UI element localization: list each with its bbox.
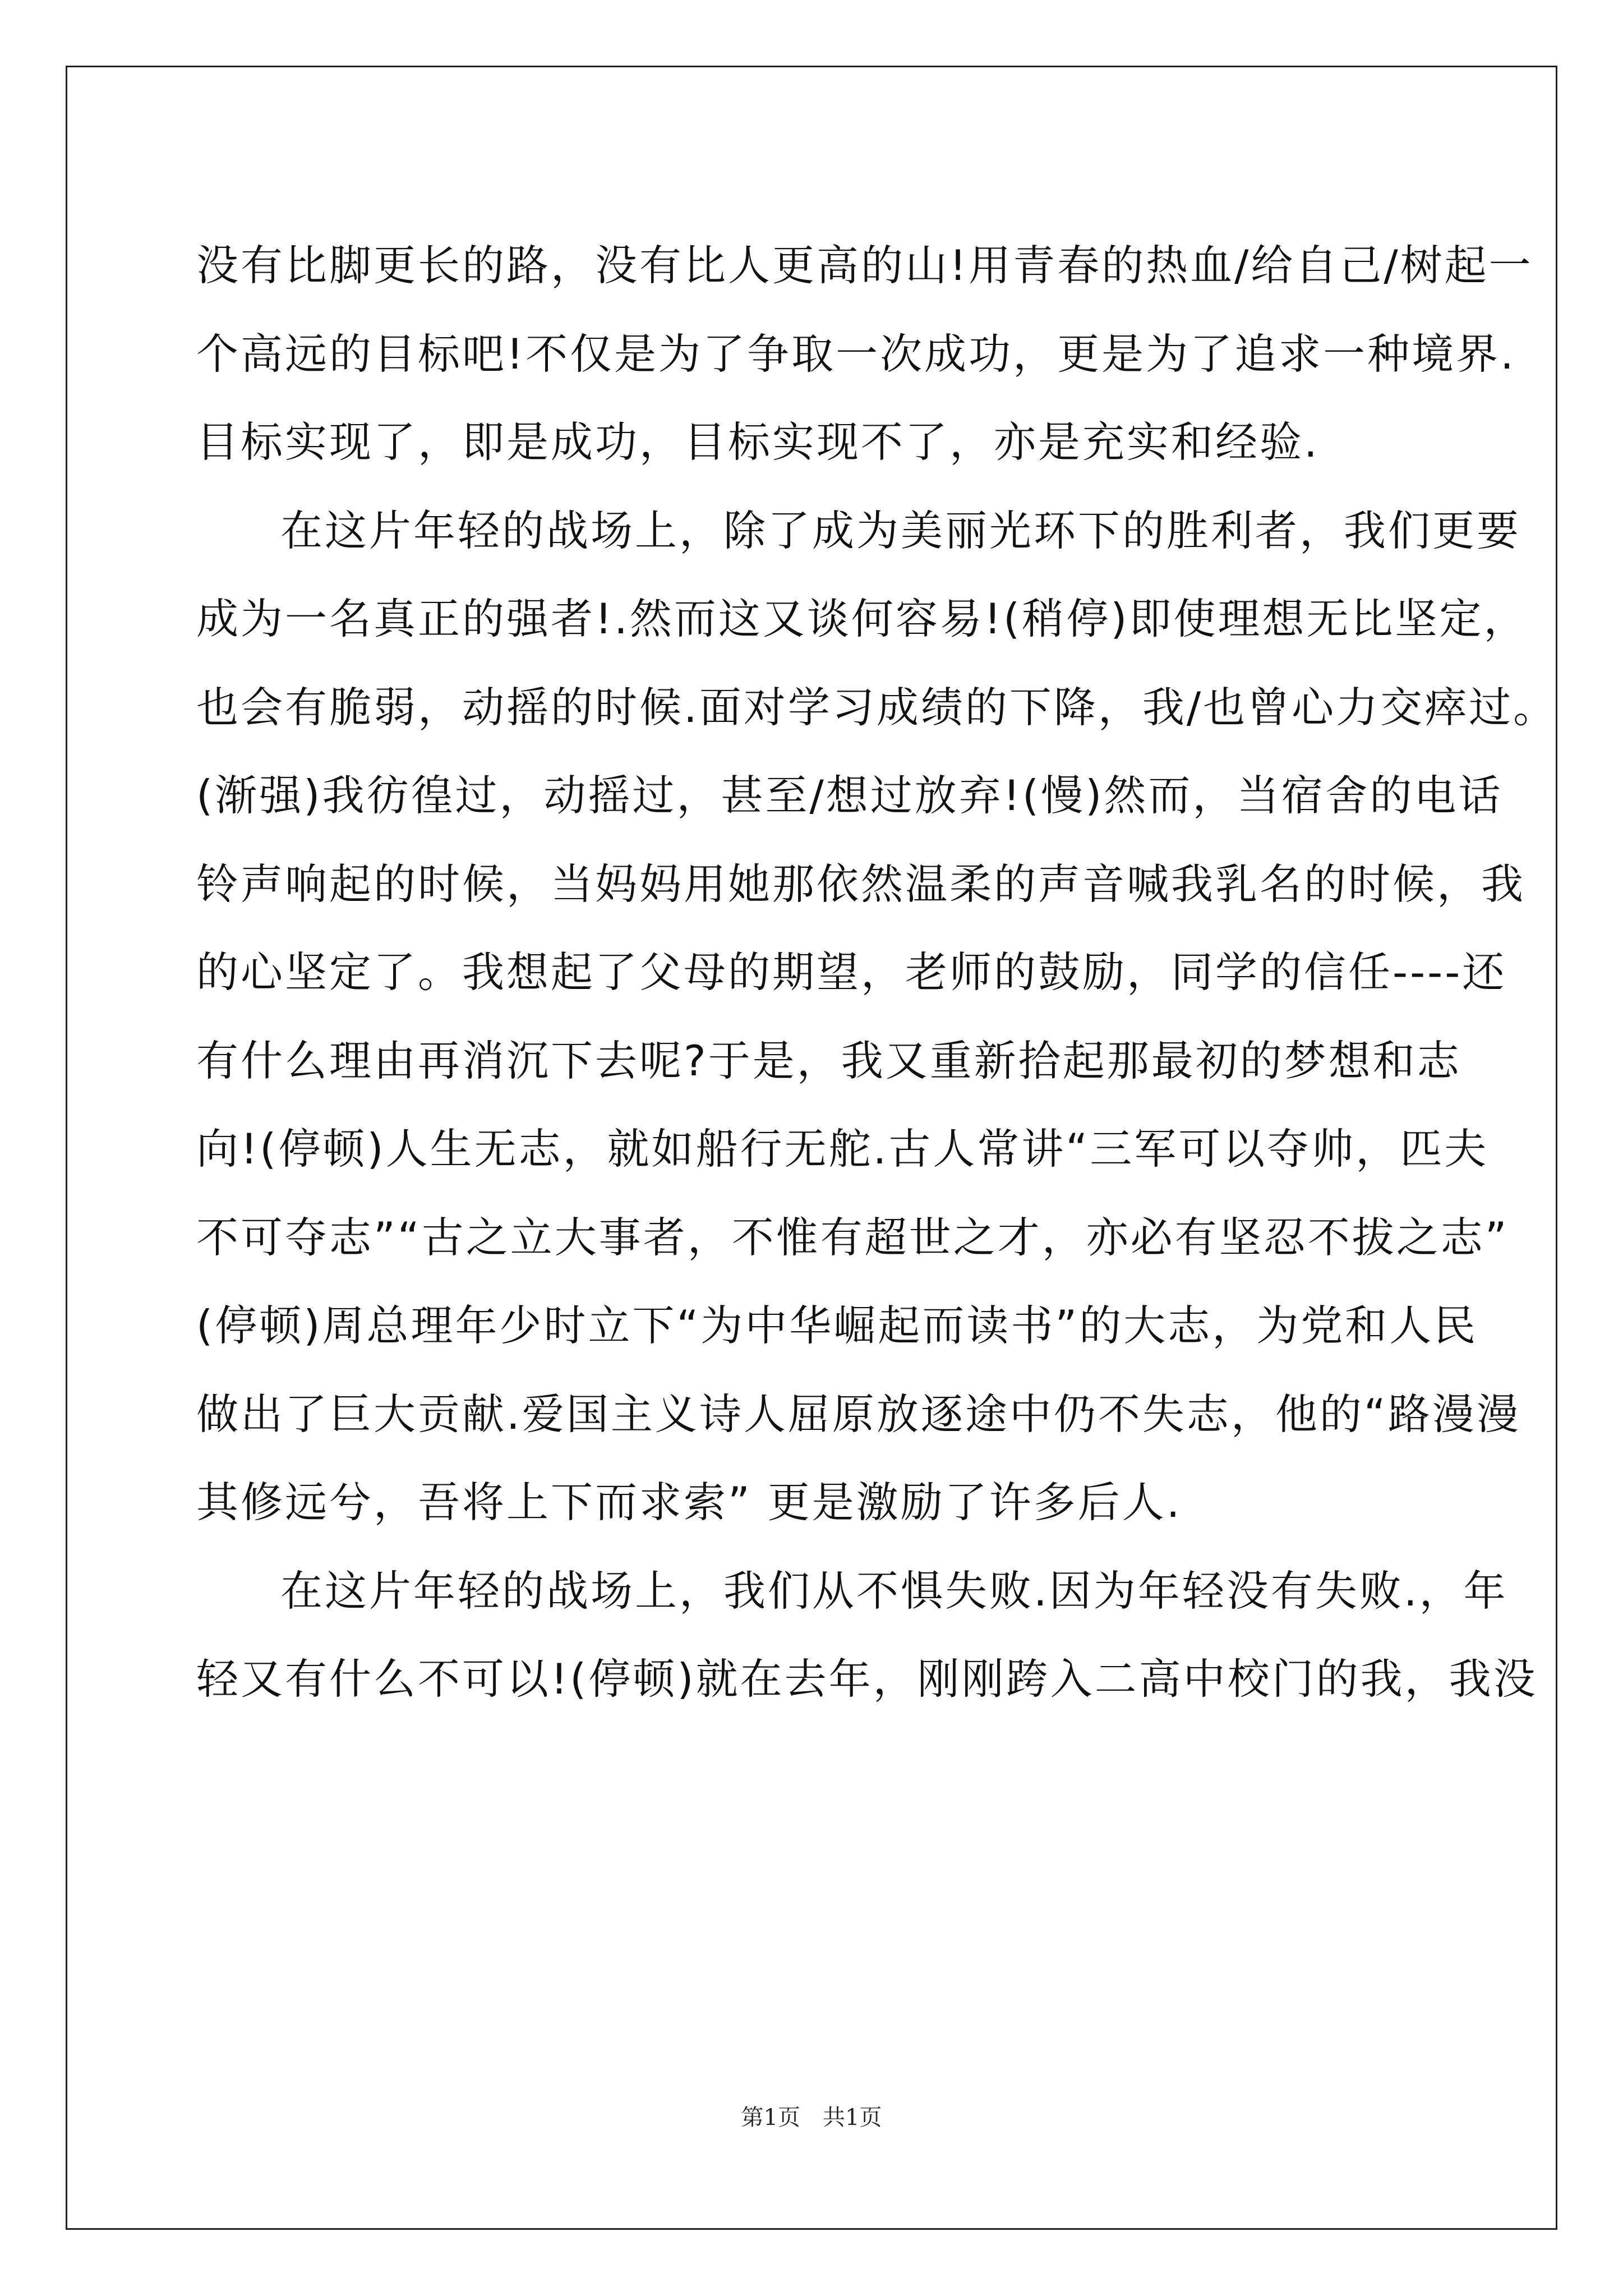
text-line-paragraph-start: 在这片年轻的战场上，我们从不惧失败.因为年轻没有失败.，年 xyxy=(280,1566,1508,1616)
text-line: 铃声响起的时候，当妈妈用她那依然温柔的声音喊我乳名的时候，我 xyxy=(196,859,1526,909)
text-line: 个高远的目标吧!不仅是为了争取一次成功，更是为了追求一种境界. xyxy=(196,329,1516,379)
text-line: 不可夺志”“古之立大事者，不惟有超世之才，亦必有坚忍不拔之志” xyxy=(196,1212,1509,1262)
text-line: (渐强)我彷徨过，动摇过，甚至/想过放弃!(慢)然而，当宿舍的电话 xyxy=(196,771,1503,820)
text-line: 目标实现了，即是成功，目标实现不了，亦是充实和经验. xyxy=(196,417,1320,467)
document-body xyxy=(196,222,1558,1724)
text-line: 其修远兮，吾将上下而求索” 更是激励了许多后人. xyxy=(196,1478,1182,1527)
text-line: 的心坚定了。我想起了父母的期望，老师的鼓励，同学的信任----还 xyxy=(196,947,1507,997)
page-footer: 第1页 共1页 xyxy=(741,2105,882,2131)
text-line: 有什么理由再消沉下去呢?于是，我又重新拾起那最初的梦想和志 xyxy=(196,1036,1461,1085)
text-line: 成为一名真正的强者!.然而这又谈何容易!(稍停)即使理想无比坚定， xyxy=(196,594,1528,643)
text-line: 没有比脚更长的路，没有比人更高的山!用青春的热血/给自己/树起一 xyxy=(196,241,1533,290)
text-line: 做出了巨大贡献.爱国主义诗人屈原放逐途中仍不失志，他的“路漫漫 xyxy=(196,1389,1521,1439)
text-line: 轻又有什么不可以!(停顿)就在去年，刚刚跨入二高中校门的我，我没 xyxy=(196,1654,1538,1704)
text-line: (停顿)周总理年少时立下“为中华崛起而读书”的大志，为党和人民 xyxy=(196,1301,1478,1350)
text-line: 也会有脆弱，动摇的时候.面对学习成绩的下降，我/也曾心力交瘁过。 xyxy=(196,682,1558,732)
text-line: 向!(停顿)人生无志，就如船行无舵.古人常讲“三军可以夺帅，匹夫 xyxy=(196,1124,1489,1174)
text-line-paragraph-start: 在这片年轻的战场上，除了成为美丽光环下的胜利者，我们更要 xyxy=(280,505,1521,555)
